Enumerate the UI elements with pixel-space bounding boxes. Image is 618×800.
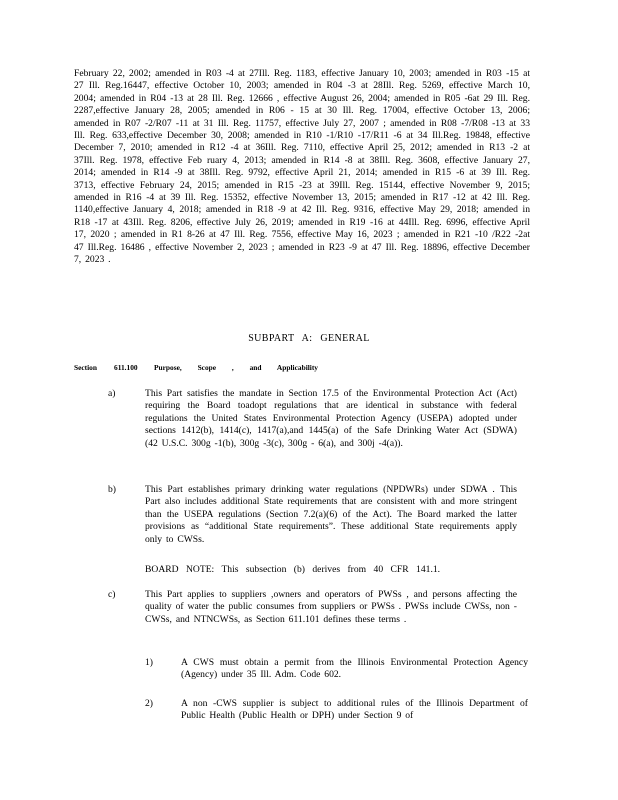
- subsection-text: This Part satisfies the mandate in Section 17.5 of the Environmental Protection Act (Act) requiring the Board toadopt regulations that are identical in substance with federal regulations the United States Environmental Protection Agency (USEPA) adopted under sections 1412(b), 1414(c), 1417(a),and 1445(a) of the Safe Drinking Water Act (SDWA) (42 U.S.C. 300g -1(b), 300g -3(c), 300g - 6(a), and 300j -4(a)).: [145, 388, 517, 449]
- subsection-label: a): [108, 388, 116, 399]
- history-note: February 22, 2002; amended in R03 -4 at 27Ill. Reg. 1183, effective January 10, 2003; amended in R03 -15 at 27 Ill. Reg.16447, effective October 10, 2003; amended in R04 -3 at 28Ill. Reg. 5269, effective March 10, 2004; amended in R04 -13 at 28 Ill. Reg. 12666 , effective August 26, 2004; amended in R05 -6at 29 Ill. Reg. 2287,effective January 28, 2005; amended in R06 - 15 at 30 Ill. Reg. 17004, effective October 13, 2006; amended in R07 -2/R07 -11 at 31 Ill. Reg. 11757, effective July 27, 2007 ; amended in R08 -7/R08 -13 at 33 Ill. Reg. 633,effective December 30, 2008; amended in R10 -1/R10 -17/R11 -6 at 34 Ill.Reg. 19848, effective December 7, 2010; amended in R12 -4 at 36Ill. Reg. 7110, effective April 25, 2012; amended in R13 -2 at 37Ill. Reg. 1978, effective Feb ruary 4, 2013; amended in R14 -8 at 38Ill. Reg. 3608, effective January 27, 2014; amended in R14 -9 at 38Ill. Reg. 9792, effective April 21, 2014; amended in R15 -6 at 39 Ill. Reg. 3713, effective February 24, 2015; amended in R15 -23 at 39Ill. Reg. 15144, effective November 9, 2015; amended in R16 -4 at 39 Ill. Reg. 15352, effective November 13, 2015; amended in R17 -12 at 42 Ill. Reg. 1140,effective January 4, 2018; amended in R18 -9 at 42 Ill. Reg. 9316, effective May 29, 2018; amended in R18 -17 at 43Ill. Reg. 8206, effective July 26, 2019; amended in R19 -16 at 44Ill. Reg. 6996, effective April 17, 2020 ; amended in R1 8-26 at 47 Ill. Reg. 7556, effective May 16, 2023 ; amended in R21 -10 /R22 -2at 47 Ill.Reg. 16486 , effective November 2, 2023 ; amended in R23 -9 at 47 Ill. Reg. 18896, effective December 7, 2023 .: [74, 68, 530, 266]
- paragraph-text: A non -CWS supplier is subject to additional rules of the Illinois Department of Public Health (Public Health or DPH) under Section 9 of: [181, 698, 528, 722]
- section-number: 611.100: [114, 363, 138, 372]
- paragraph-label: 2): [145, 698, 153, 709]
- section-label: Section: [74, 363, 97, 372]
- paragraph-label: 1): [145, 657, 153, 668]
- subpart-heading: SUBPART A: GENERAL: [248, 333, 370, 344]
- subsection-label: c): [108, 589, 116, 600]
- subsection-text: This Part establishes primary drinking water regulations (NPDWRs) under SDWA . This Part also includes additional State requirements that are consistent with and more stringent than the USEPA regulations (Section 7.2(a)(6) of the Act). The Board marked the latter provisions as “additional State requirements”. These additional State requirements apply only to CWSs.: [145, 484, 517, 545]
- section-title: Purpose, Scope , and Applicability: [154, 363, 319, 372]
- paragraph-text: A CWS must obtain a permit from the Illinois Environmental Protection Agency (Agency) under 35 Ill. Adm. Code 602.: [181, 657, 528, 681]
- subsection-text: This Part applies to suppliers ,owners and operators of PWSs , and persons affecting the quality of water the public consumes from suppliers or PWSs . PWSs include CWSs, non -CWSs, and NTNCWSs, as Section 611.101 defines these terms .: [145, 589, 517, 625]
- subsection-label: b): [108, 484, 116, 495]
- board-note: BOARD NOTE: This subsection (b) derives from 40 CFR 141.1.: [145, 564, 441, 575]
- section-heading: [74, 362, 374, 374]
